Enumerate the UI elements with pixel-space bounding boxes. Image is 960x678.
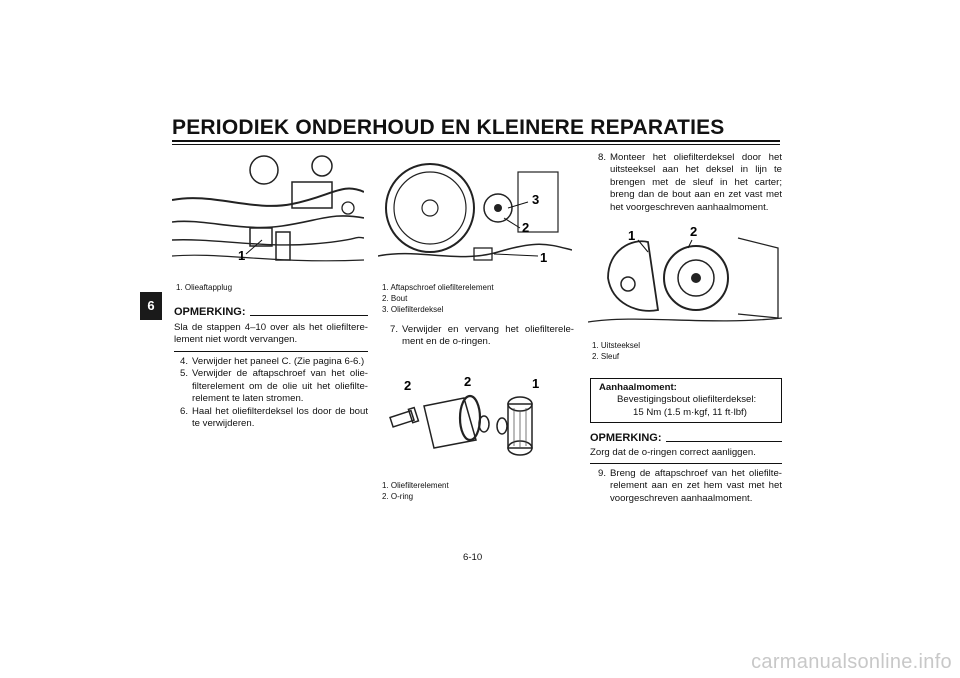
caption-item: 2. O-ring	[382, 492, 414, 501]
step-number: 8.	[597, 152, 606, 163]
caption-item: 1. Uitsteeksel	[592, 341, 641, 350]
caption-item: 1. Aftapschroef oliefilterelement	[382, 283, 494, 292]
step-item	[172, 356, 368, 368]
figure4-caption	[592, 340, 782, 362]
caption-item: 2. Sleuf	[592, 352, 620, 361]
step-item	[590, 468, 782, 505]
steps-left	[172, 356, 368, 430]
step-number: 9.	[597, 468, 606, 479]
figure-protrusion-slot	[588, 218, 782, 330]
note-heading	[174, 306, 368, 318]
note-heading-rule	[250, 315, 369, 316]
figure2-callout-3: 3	[532, 192, 540, 207]
note-text: Zorg dat de o-ringen correct aanliggen.	[590, 447, 756, 458]
step-number: 5.	[179, 368, 188, 380]
torque-spec-box	[590, 378, 782, 423]
figure-oil-filter-parts	[378, 370, 572, 470]
step-text: Breng de aftapschroef van het oliefilte- relement aan en zet hem vast met het voorgeschreven aanhaalmoment.	[610, 468, 782, 504]
figure3-callout-2b: 2	[464, 374, 472, 389]
chapter-tab: 6	[140, 292, 162, 320]
page-title: PERIODIEK ONDERHOUD EN KLEINERE REPARATIES	[172, 116, 725, 139]
torque-heading: Aanhaalmoment:	[599, 382, 677, 393]
caption-item: 2. Bout	[382, 294, 408, 303]
note-end-rule	[590, 463, 782, 464]
figure3-caption	[382, 480, 572, 502]
step-text: Haal het oliefilterdeksel los door de bout te verwijderen.	[192, 405, 368, 430]
watermark: carmanualsonline.info	[751, 651, 952, 673]
note-block-left	[174, 306, 368, 352]
step-item	[590, 152, 782, 214]
note-heading-rule	[666, 441, 783, 442]
step-text: Monteer het oliefilterdeksel door het uitsteeksel aan het deksel in lijn te brengen met de sleuf in het carter; breng dan de bout aan en zet vast met het voorgeschreven aanhaalmoment.	[610, 152, 782, 213]
step-item	[382, 324, 574, 349]
note-heading-text: OPMERKING:	[174, 306, 246, 318]
caption-item: 1. Olieaftapplug	[176, 283, 233, 292]
figure2-callout-1: 1	[540, 250, 548, 265]
page-number: 6-10	[463, 552, 483, 563]
note-end-rule	[174, 351, 368, 352]
figure-oil-drain-plug	[172, 152, 364, 274]
figure3-callout-2a: 2	[404, 378, 412, 393]
figure-oil-filter-cover	[378, 152, 572, 274]
step-text: Verwijder de aftapschroef van het olie- filterelement om de olie uit het oliefilte- relement te laten stromen.	[192, 368, 368, 405]
step-item	[172, 406, 368, 431]
torque-value: 15 Nm (1.5 m·kgf, 11 ft·lbf)	[633, 406, 747, 418]
note-block-right	[590, 432, 782, 464]
figure2-callout-2: 2	[522, 220, 530, 235]
note-text: Sla de stappen 4–10 over als het oliefiltere- lement niet wordt vervangen.	[174, 322, 368, 346]
caption-item: 1. Oliefilterelement	[382, 481, 449, 490]
figure4-callout-1: 1	[628, 228, 636, 243]
step-number: 7.	[389, 324, 398, 335]
torque-item: Bevestigingsbout oliefilterdeksel:	[617, 394, 757, 406]
note-heading-text: OPMERKING:	[590, 432, 662, 444]
step-item	[172, 368, 368, 405]
figure2-caption	[382, 282, 572, 315]
figure1-callout-1: 1	[238, 248, 246, 263]
step-text: Verwijder het paneel C. (Zie pagina 6-6.)	[192, 356, 365, 367]
step-7	[382, 324, 574, 349]
figure1-caption	[176, 282, 366, 293]
step-9	[590, 468, 782, 505]
step-number: 6.	[179, 405, 188, 417]
note-heading	[590, 432, 782, 444]
step-8	[590, 152, 782, 214]
step-number: 4.	[179, 356, 188, 367]
figure4-callout-2: 2	[690, 224, 698, 239]
figure3-callout-1: 1	[532, 376, 540, 391]
title-rule	[172, 140, 780, 145]
step-text: Verwijder en vervang het oliefilterele- ment en de o-ringen.	[402, 324, 574, 348]
caption-item: 3. Oliefilterdeksel	[382, 305, 444, 314]
